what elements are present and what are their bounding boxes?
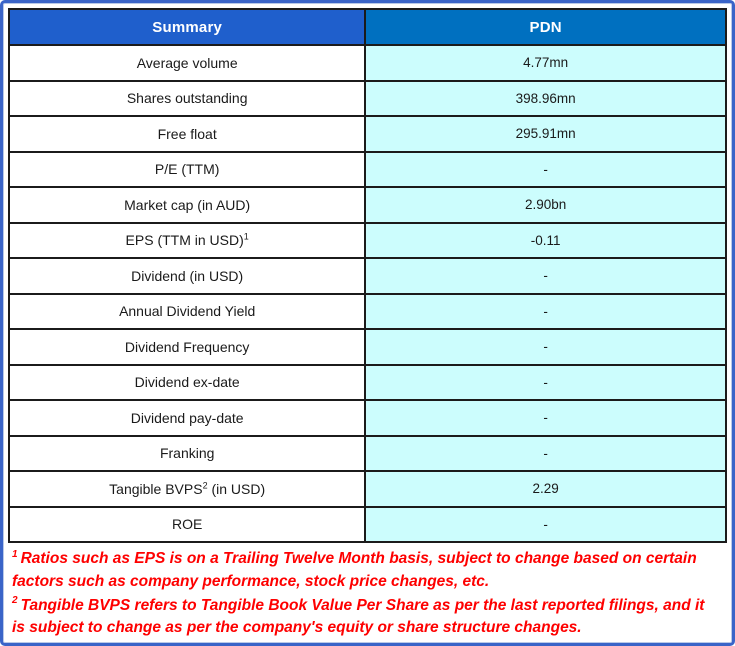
- metric-label: Franking: [9, 436, 365, 472]
- table-row: [9, 116, 726, 152]
- table-row: [9, 400, 726, 436]
- metric-value: -: [365, 152, 726, 188]
- metric-value: -: [365, 400, 726, 436]
- metric-value: -: [365, 329, 726, 365]
- metric-label: P/E (TTM): [9, 152, 365, 188]
- table-row: [9, 258, 726, 294]
- footnote: $^2$ Tangible BVPS refers to Tangible Book Value Per Share as per the last reported filings, and it is subject to change as per the company's equity or share structure changes.: [12, 595, 705, 637]
- table-row: [9, 152, 726, 188]
- table-row: [9, 436, 726, 472]
- metric-label: Dividend (in USD): [9, 258, 365, 294]
- metric-label: Dividend Frequency: [9, 329, 365, 365]
- metric-value: -: [365, 436, 726, 472]
- table-row: [9, 365, 726, 401]
- metric-label: Annual Dividend Yield: [9, 294, 365, 330]
- metric-value: 2.90bn: [365, 187, 726, 223]
- summary-table-body: [9, 45, 726, 542]
- table-row: [9, 471, 726, 507]
- metric-label: EPS (TTM in USD)$^1$: [9, 223, 365, 259]
- metric-label: Dividend ex-date: [9, 365, 365, 401]
- metric-value: -: [365, 258, 726, 294]
- table-row: [9, 223, 726, 259]
- table-row: [9, 294, 726, 330]
- metric-value: 2.29: [365, 471, 726, 507]
- metric-value: -: [365, 294, 726, 330]
- metric-label: Dividend pay-date: [9, 400, 365, 436]
- ticker-header-cell: PDN: [365, 9, 726, 45]
- table-row: [9, 187, 726, 223]
- summary-header-cell: Summary: [9, 9, 365, 45]
- metric-value: -0.11: [365, 223, 726, 259]
- table-row: [9, 329, 726, 365]
- metric-value: 4.77mn: [365, 45, 726, 81]
- metric-value: -: [365, 365, 726, 401]
- metric-value: 295.91mn: [365, 116, 726, 152]
- footnotes: [8, 543, 727, 640]
- table-row: [9, 81, 726, 117]
- metric-value: -: [365, 507, 726, 543]
- metric-label: Shares outstanding: [9, 81, 365, 117]
- metric-label: Tangible BVPS$^2$ (in USD): [9, 471, 365, 507]
- footnote: $^1$ Ratios such as EPS is on a Trailing Twelve Month basis, subject to change based on certain factors such as company performance, stock price changes, etc.: [12, 548, 697, 590]
- summary-table: [8, 8, 727, 543]
- table-row: [9, 45, 726, 81]
- metric-value: 398.96mn: [365, 81, 726, 117]
- metric-label: ROE: [9, 507, 365, 543]
- metric-label: Average volume: [9, 45, 365, 81]
- header-row: [9, 9, 726, 45]
- metric-label: Market cap (in AUD): [9, 187, 365, 223]
- table-row: [9, 507, 726, 543]
- metric-label: Free float: [9, 116, 365, 152]
